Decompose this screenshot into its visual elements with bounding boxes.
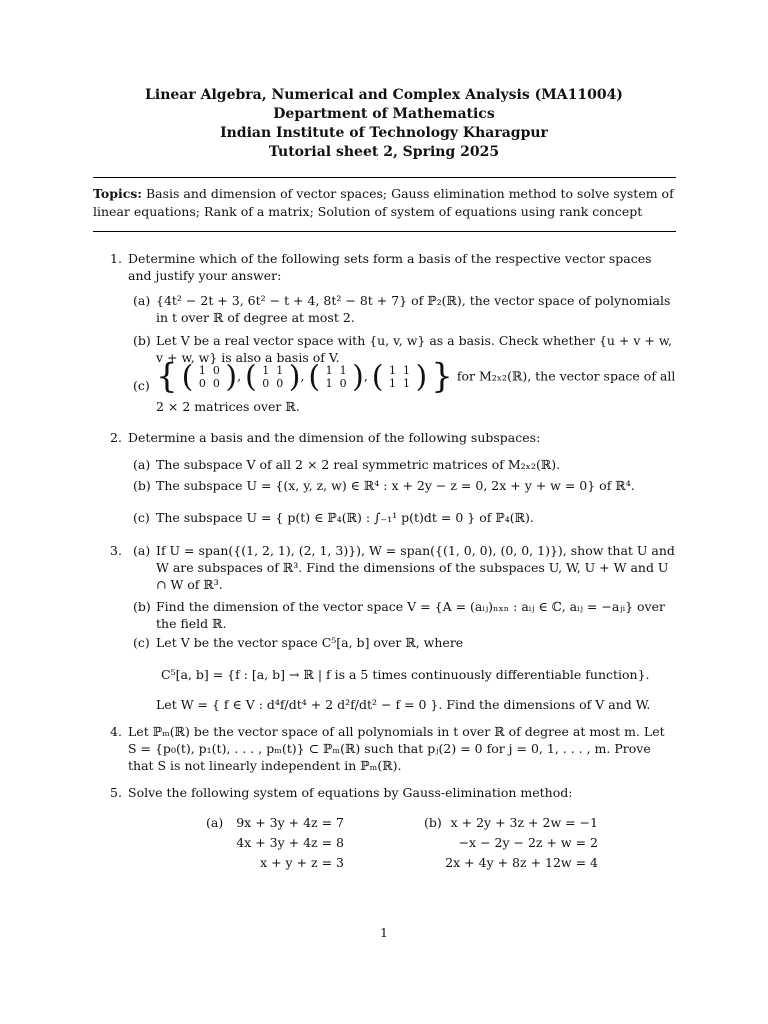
institute: Indian Institute of Technology Kharagpur xyxy=(220,125,548,141)
part-label: (c) xyxy=(133,635,150,650)
department: Department of Mathematics xyxy=(273,106,495,122)
question-1c xyxy=(133,356,676,414)
part-label: (b) xyxy=(133,478,151,493)
part-text: Find the dimension of the vector space V = {A = (aᵢⱼ)ₙₓₙ : aᵢⱼ ∈ ℂ, aᵢⱼ = −aⱼᵢ} over the field ℝ. xyxy=(156,599,665,631)
question-number: 2. xyxy=(110,430,122,445)
topics-text: Basis and dimension of vector spaces; Gauss elimination method to solve system of linear equations; Rank of a matrix; Solution of system of equations using rank concept xyxy=(93,186,674,219)
question-2 xyxy=(0,429,768,529)
question-number: 5. xyxy=(110,785,122,800)
part-text: Let V be a real vector space with {u, v, w} as a basis. Check whether {u + v + w, v + w, w} is also a basis of V. xyxy=(156,333,673,365)
matrix-4: 1 1 1 1 xyxy=(389,364,411,390)
system-b-label: (b) xyxy=(424,815,442,830)
top-divider xyxy=(93,177,676,178)
matrix-2: 1 1 0 0 xyxy=(262,364,284,390)
bottom-divider xyxy=(93,231,676,232)
matrix-3: 1 1 1 0 xyxy=(325,364,347,390)
part-label: (a) xyxy=(133,293,151,308)
question-text: Determine a basis and the dimension of the following subspaces: xyxy=(128,430,541,445)
part-text-last: Let W = { f ∈ V : d⁴f/dt⁴ + 2 d²f/dt² − f = 0 }. Find the dimensions of V and W. xyxy=(156,697,651,712)
system-b-eq3: 2x + 4y + 8z + 12w = 4 xyxy=(445,855,598,870)
part-text: Let V be the vector space C⁵[a, b] over ℝ, where xyxy=(156,635,464,650)
question-5 xyxy=(0,784,768,879)
system-a-label: (a) xyxy=(206,815,224,830)
question-text: Let ℙₘ(ℝ) be the vector space of all polynomials in t over ℝ of degree at most m. Let S = {p₀(t), p₁(t), . . . , pₘ(t)} ⊂ ℙₘ(ℝ) such that pⱼ(2) = 0 for j = 0, 1, . . . , m. Prove that S is not linearly independent in ℙₘ(ℝ). xyxy=(128,724,665,773)
system-b-eq2: −x − 2y − 2z + w = 2 xyxy=(458,835,598,850)
part-text: for M₂ₓ₂(ℝ), the vector space of all xyxy=(456,368,676,384)
part-label: (c) xyxy=(133,378,150,393)
course-title: Linear Algebra, Numerical and Complex Analysis (MA11004) xyxy=(145,87,623,103)
system-a-eq1: 9x + 3y + 4z = 7 xyxy=(236,815,344,830)
part-text: The subspace V of all 2 × 2 real symmetric matrices of M₂ₓ₂(ℝ). xyxy=(156,457,561,472)
part-text: The subspace U = {(x, y, z, w) ∈ ℝ⁴ : x + 2y − z = 0, 2x + y + w = 0} of ℝ⁴. xyxy=(156,478,635,493)
open-brace: { xyxy=(156,356,178,397)
part-text: The subspace U = { p(t) ∈ ℙ₄(ℝ) : ∫₋₁¹ p(t)dt = 0 } of ℙ₄(ℝ). xyxy=(156,510,534,525)
system-a-eq2: 4x + 3y + 4z = 8 xyxy=(236,835,344,850)
question-number: 4. xyxy=(110,724,122,739)
part-label: (a) xyxy=(133,457,151,472)
close-brace: } xyxy=(431,356,453,397)
matrix-1: 1 0 0 0 xyxy=(198,364,220,390)
system-b-eq1: x + 2y + 3z + 2w = −1 xyxy=(450,815,598,830)
question-4 xyxy=(0,723,768,778)
display-equation: C⁵[a, b] = {f : [a, b] → ℝ | f is a 5 times continuously differentiable function}. xyxy=(161,667,650,682)
topics-label: Topics: xyxy=(93,186,142,201)
part-label: (a) xyxy=(133,543,151,558)
part-label: (b) xyxy=(133,599,151,614)
part-label: (c) xyxy=(133,510,150,525)
document-header xyxy=(0,86,768,162)
part-text: If U = span({(1, 2, 1), (2, 1, 3)}), W = span({(1, 0, 0), (0, 0, 1)}), show that U and W are subspaces of ℝ³. Find the dimensions of the subspaces U, W, U + W and U ∩ W of ℝ³. xyxy=(156,543,675,592)
question-number: 1. xyxy=(110,251,122,266)
question-text: Determine which of the following sets form a basis of the respective vector spaces and justify your answer: xyxy=(128,251,652,283)
question-number: 3. xyxy=(110,543,122,558)
page-number: 1 xyxy=(380,925,388,940)
question-1 xyxy=(0,250,768,420)
topics-block xyxy=(93,185,676,221)
part-text: {4t² − 2t + 3, 6t² − t + 4, 8t² − 8t + 7} of ℙ₂(ℝ), the vector space of polynomials in t over ℝ of degree at most 2. xyxy=(156,293,671,325)
matrix-set: { ( 1 0 0 0 ), ( 1 1 0 0 ), ( 1 1 1 0 ), ( 1 1 1 1 ) } for M₂ₓ₂(ℝ), the vector space of all xyxy=(156,356,676,397)
question-3 xyxy=(0,542,768,717)
part-text-line2: 2 × 2 matrices over ℝ. xyxy=(156,399,300,414)
system-a-eq3: x + y + z = 3 xyxy=(260,855,344,870)
sheet-title: Tutorial sheet 2, Spring 2025 xyxy=(268,144,500,160)
question-text: Solve the following system of equations by Gauss-elimination method: xyxy=(128,785,573,800)
part-label: (b) xyxy=(133,333,151,348)
